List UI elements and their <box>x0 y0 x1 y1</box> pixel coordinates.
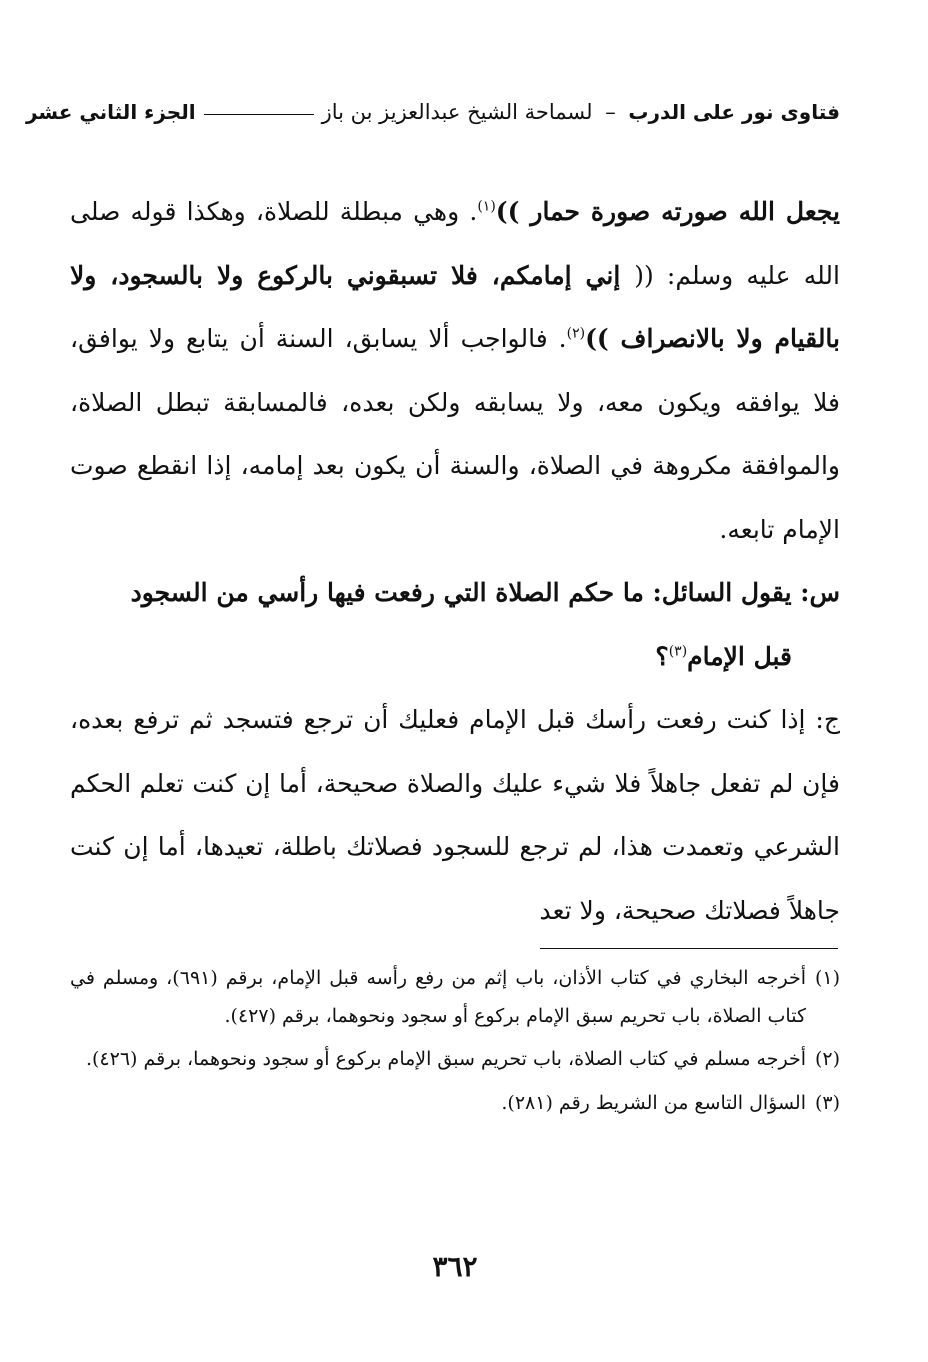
footnote-1 <box>70 960 840 1035</box>
body-text <box>70 180 840 942</box>
running-header <box>25 92 840 132</box>
footnotes <box>70 960 840 1128</box>
footnote-number: (١) <box>814 967 840 989</box>
footnote-2 <box>70 1041 840 1079</box>
header-right <box>322 100 840 124</box>
header-separator: – <box>605 100 616 124</box>
question-line-2-wrap <box>70 625 840 689</box>
footnote-3 <box>70 1085 840 1123</box>
book-title: فتاوى نور على الدرب <box>628 100 840 124</box>
footnote-rule <box>540 948 838 949</box>
footnote-text: أخرجه مسلم في كتاب الصلاة، باب تحريم سبق الإمام بركوع أو سجود ونحوهما، برقم (٤٢٦). <box>85 1048 806 1070</box>
question-line-2: قبل الإمام <box>687 641 792 671</box>
footnote-text: أخرجه البخاري في كتاب الأذان، باب إثم من رفع رأسه قبل الإمام، برقم (٦٩١)، ومسلم في كتاب الصلاة، باب تحريم سبق الإمام بركوع أو سجود ونحوهما، برقم (٤٢٧). <box>70 967 807 1027</box>
question <box>70 561 840 688</box>
question-mark: ؟ <box>655 641 669 671</box>
page-number: ٣٦٢ <box>432 1250 478 1283</box>
footnote-number: (٢) <box>814 1048 840 1070</box>
footnote-ref-3[interactable]: (٣) <box>668 643 688 660</box>
footnote-text: السؤال التاسع من الشريط رقم (٢٨١). <box>501 1091 806 1114</box>
footnote-ref-1[interactable]: (١) <box>477 198 496 215</box>
hadith-end: يجعل الله صورته صورة حمار )) <box>495 197 840 226</box>
header-left <box>26 100 322 124</box>
hadith-quote: إني إمامكم، فلا تسبقوني بالركوع ولا بالسجود، ولا بالقيام ولا بالانصراف )) <box>70 260 841 353</box>
header-rule <box>204 114 314 115</box>
paragraph-1-continuation: . فالواجب ألا يسابق، السنة أن يتابع ولا يوافق، فلا يوافقه ويكون معه، ولا يسابقه ولكن بعده، فالمسابقة تبطل الصلاة، والموافقة مكروهة في الصلاة، والسنة أن يكون بعد إمامه، إذا انقطع صوت الإمام تابعه. <box>70 324 840 544</box>
paragraph-1-text: . وهي مبطلة للصلاة، وهكذا قوله صلى الله عليه وسلم: (( <box>70 197 840 290</box>
paragraph-1 <box>70 180 840 561</box>
author-name: لسماحة الشيخ عبدالعزيز بن باز <box>321 100 593 124</box>
question-line-1: س: يقول السائل: ما حكم الصلاة التي رفعت فيها رأسي من السجود <box>130 578 840 607</box>
answer: ج: إذا كنت رفعت رأسك قبل الإمام فعليك أن ترجع فتسجد ثم ترفع بعده، فإن لم تفعل جاهلاً فلا شيء عليك والصلاة صحيحة، أما إن كنت تعلم الحكم الشرعي وتعمدت هذا، لم ترجع للسجود فصلاتك باطلة، تعيدها، أما إن كنت جاهلاً فصلاتك صحيحة، ولا تعد <box>70 705 840 925</box>
volume-label: الجزء الثاني عشر <box>25 100 196 124</box>
footnote-number: (٣) <box>814 1091 840 1114</box>
footnote-ref-2[interactable]: (٢) <box>566 325 586 342</box>
